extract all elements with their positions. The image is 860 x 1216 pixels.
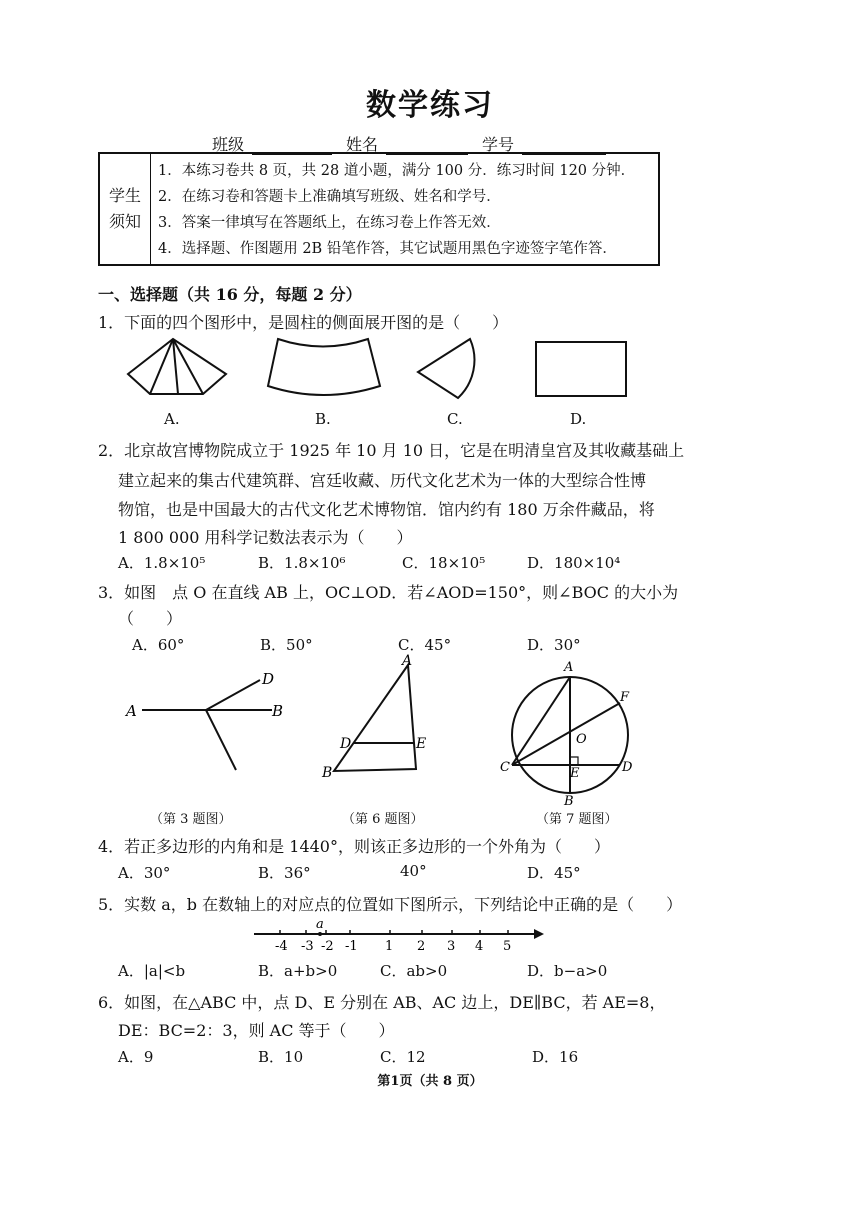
q4-option-d: D．45° (527, 864, 581, 882)
fig7-label: F (620, 690, 630, 705)
id-label: 学号 (482, 135, 515, 154)
q5-tick-label: 4 (475, 939, 484, 954)
q2-option-d: D．180×10⁴ (527, 554, 621, 572)
q5-option-d: D．b−a>0 (527, 962, 608, 980)
notice-label (100, 154, 151, 264)
q2-option-b: B．1.8×10⁶ (258, 554, 346, 572)
q6-option-b: B．10 (258, 1048, 304, 1066)
q1-label-d: D. (570, 410, 587, 428)
q1-stem: 1．下面的四个图形中，是圆柱的侧面展开图的是（ ） (98, 313, 509, 332)
notice-label-line1: 学生 (108, 186, 141, 205)
q3-option-b: B．50° (260, 636, 313, 654)
q6-line: 6．如图，在△ABC 中，点 D、E 分别在 AB、AC 边上，DE∥BC，若 AE=8， (98, 993, 666, 1012)
fig7-label: O (576, 732, 587, 747)
page-footer: 第1页（共 8 页） (377, 1074, 483, 1089)
q5-tick-label: -1 (345, 939, 358, 954)
q5-point-a-label: a (316, 917, 324, 932)
q5-option-c: C．ab>0 (380, 962, 448, 980)
q2-line: 2．北京故宫博物院成立于 1925 年 10 月 10 日，它是在明清皇宫及其收藏基础上 (98, 441, 685, 460)
q6-option-d: D．16 (532, 1048, 579, 1066)
q4-option-a: A．30° (118, 864, 171, 882)
fig3-label: B (272, 702, 284, 720)
fig6-label: A (402, 653, 413, 669)
notice-item: 1．本练习卷共 8 页，共 28 道小题，满分 100 分．练习时间 120 分钟． (158, 163, 636, 179)
q2-option-c: C．18×10⁵ (402, 554, 486, 572)
q3-option-d: D．30° (527, 636, 581, 654)
q5-tick-label: 5 (503, 939, 512, 954)
fig7-label: A (564, 660, 574, 675)
fig6-label: D (340, 736, 352, 752)
notice-item: 2．在练习卷和答题卡上准确填写班级、姓名和学号． (158, 189, 501, 205)
q2-line: 建立起来的集古代建筑群、宫廷收藏、历代文化艺术为一体的大型综合性博 (118, 471, 647, 490)
notice-item: 3．答案一律填写在答题纸上，在练习卷上作答无效． (158, 215, 501, 231)
section-heading: 一、选择题（共 16 分，每题 2 分） (98, 285, 362, 304)
q1-option-d-shape (536, 342, 626, 396)
q5-number-line (250, 918, 550, 958)
fig3-label: A (126, 702, 137, 720)
q6-line: DE：BC=2：3，则 AC 等于（ ） (118, 1021, 395, 1040)
q5-tick-label: 3 (447, 939, 456, 954)
q1-option-b-shape (268, 339, 380, 395)
q5-tick-label: 1 (385, 939, 394, 954)
q6-option-a: A．9 (118, 1048, 154, 1066)
q3-line: 3．如图 点 O 在直线 AB 上，OC⊥OD．若∠AOD=150°，则∠BOC 的大小为 (98, 583, 679, 602)
q4-stem: 4．若正多边形的内角和是 1440°，则该正多边形的一个外角为（ ） (98, 837, 610, 856)
q1-figures (118, 334, 638, 404)
notice-item: 4．选择题、作图题用 2B 铅笔作答，其它试题用黑色字迹签字笔作答． (158, 241, 617, 257)
name-label: 姓名 (346, 135, 379, 154)
figure-q7 (500, 655, 640, 809)
q1-option-c-shape (418, 339, 474, 398)
q3-option-a: A．60° (132, 636, 185, 654)
fig7-label: C (500, 760, 510, 775)
q5-tick-label: 2 (417, 939, 426, 954)
fig3-caption: （第 3 题图） (150, 812, 232, 827)
fig7-label: B (564, 794, 574, 809)
q5-tick-label: -4 (275, 939, 288, 954)
figure-q6 (318, 655, 428, 780)
class-label: 班级 (212, 135, 245, 154)
fig3-label: D (262, 670, 275, 688)
q5-stem: 5．实数 a，b 在数轴上的对应点的位置如下图所示，下列结论中正确的是（ ） (98, 895, 683, 914)
q5-point-a (318, 932, 322, 936)
q1-label-c: C. (447, 410, 463, 428)
q4-option-b: B．36° (258, 864, 311, 882)
q5-tick-label: -3 (301, 939, 314, 954)
q4-option-c: 40° (400, 862, 427, 880)
student-notice-box (98, 152, 660, 266)
fig6-label: E (416, 736, 427, 752)
q2-line: 1 800 000 用科学记数法表示为（ ） (118, 528, 413, 547)
fig7-label: E (570, 766, 580, 781)
notice-label-line2: 须知 (108, 212, 141, 231)
fig7-caption: （第 7 题图） (536, 812, 618, 827)
q1-label-a: A. (164, 410, 180, 428)
notice-items (158, 158, 635, 262)
figure-q3 (122, 662, 292, 782)
q6-option-c: C．12 (380, 1048, 426, 1066)
q3-line: （ ） (118, 609, 183, 628)
page-title: 数学练习 (366, 88, 494, 123)
fig6-caption: （第 6 题图） (342, 812, 424, 827)
q3-option-c: C．45° (398, 636, 452, 654)
q2-line: 物馆，也是中国最大的古代文化艺术博物馆．馆内约有 180 万余件藏品，将 (118, 500, 655, 519)
q5-tick-label: -2 (321, 939, 334, 954)
fig7-label: D (622, 760, 633, 775)
fig6-label: B (322, 765, 333, 781)
q5-option-b: B．a+b>0 (258, 962, 338, 980)
q2-option-a: A．1.8×10⁵ (118, 554, 206, 572)
q1-label-b: B. (315, 410, 331, 428)
q5-option-a: A．|a|<b (118, 962, 186, 980)
